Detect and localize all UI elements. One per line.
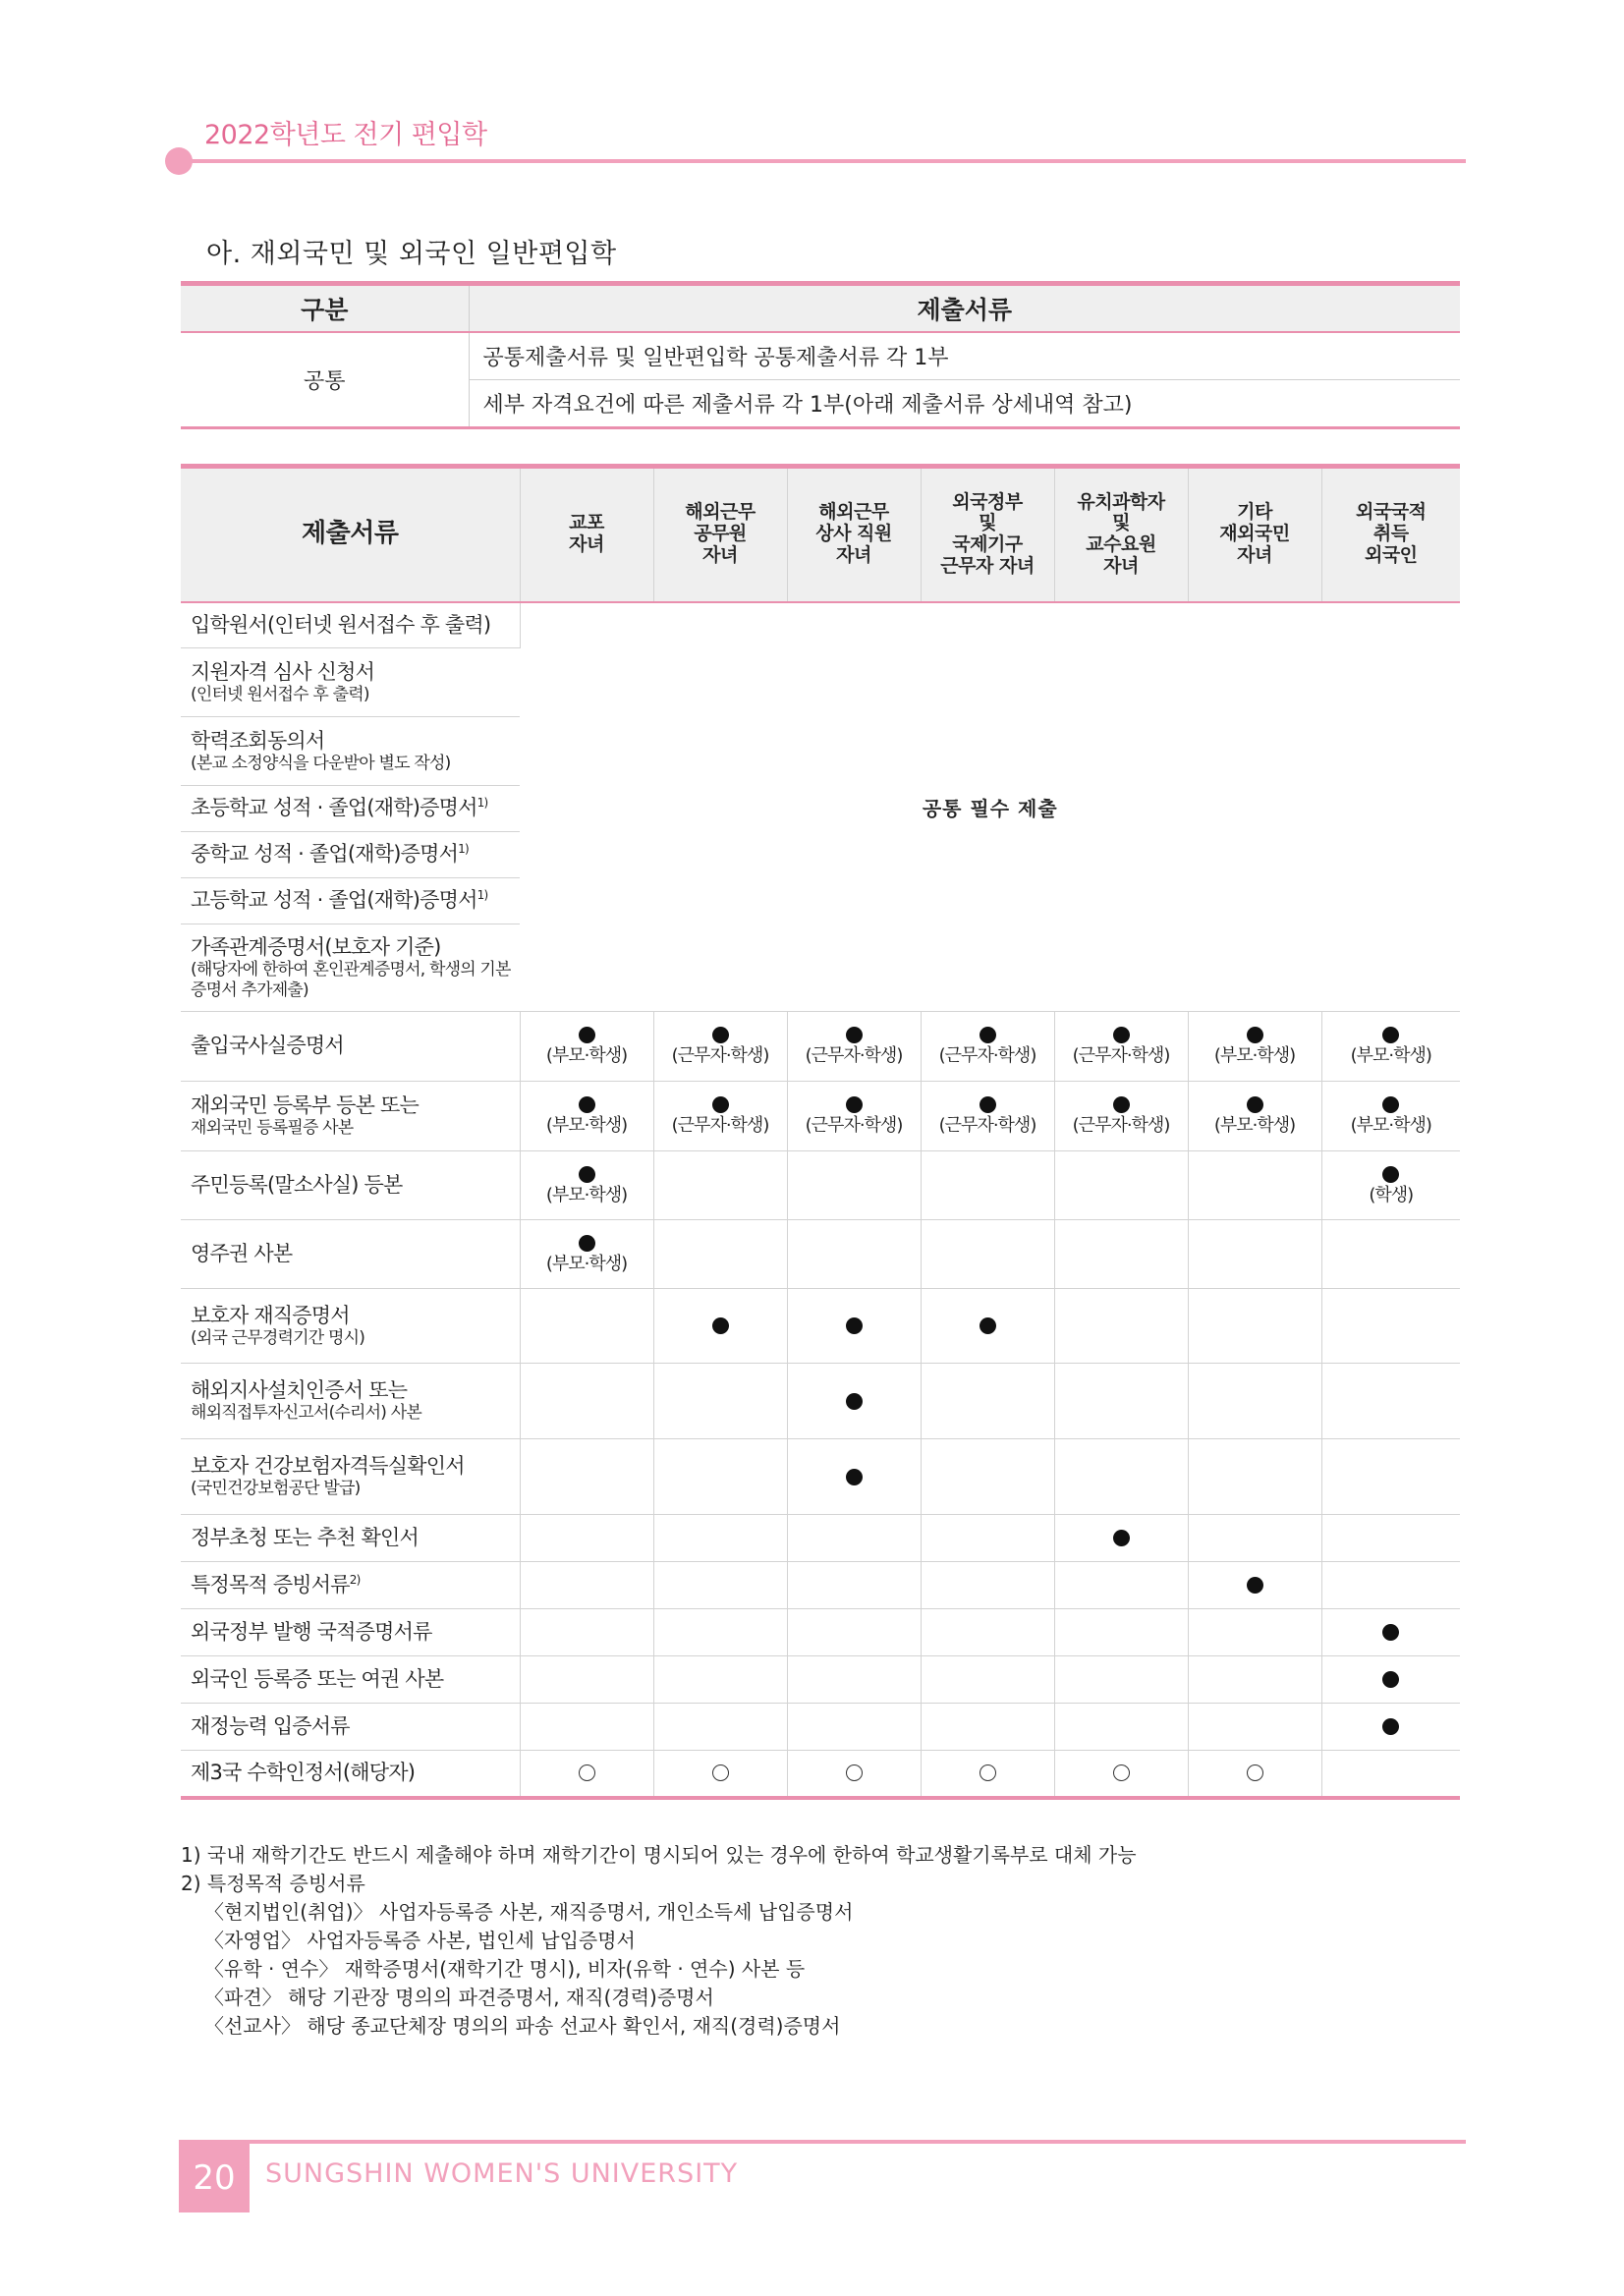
documents-table — [181, 464, 1460, 1800]
empty-circle-icon — [712, 1764, 729, 1781]
requirement-cell — [787, 1515, 921, 1562]
requirement-cell — [921, 1656, 1054, 1704]
filled-circle-icon — [846, 1317, 863, 1334]
requirement-subject: (부모·학생) — [545, 1184, 628, 1205]
requirement-cell — [921, 1364, 1054, 1439]
requirement-subject: (부모·학생) — [545, 1115, 628, 1137]
requirement-cell — [1188, 1439, 1321, 1515]
footnote-item: 〈선교사〉 해당 종교단체장 명의의 파송 선교사 확인서, 재직(경력)증명서 — [204, 2014, 841, 2038]
column-header-line: 교포 — [569, 512, 604, 534]
document-main-text: 입학원서(인터넷 원서접수 후 출력) — [191, 612, 491, 637]
requirement-cell — [1054, 1515, 1188, 1562]
requirement-cell — [1321, 1364, 1460, 1439]
column-header-line: 자녀 — [1237, 544, 1272, 567]
requirement-cell — [787, 1082, 921, 1151]
requirement-cell — [1054, 1012, 1188, 1082]
document-main-text: 보호자 건강보험자격득실확인서 — [191, 1454, 465, 1479]
requirement-subject: (부모·학생) — [1213, 1045, 1296, 1067]
column-header-line: 해외근무 — [685, 501, 756, 524]
requirement-cell — [1054, 1439, 1188, 1515]
table-row — [181, 1289, 1460, 1364]
table-row — [181, 1151, 1460, 1220]
requirement-cell — [653, 1515, 787, 1562]
requirement-cell — [1054, 1289, 1188, 1364]
document-main-text: 재정능력 입증서류 — [191, 1713, 350, 1738]
requirement-subject: (학생) — [1369, 1184, 1414, 1205]
column-header-line: 자녀 — [836, 544, 871, 567]
requirement-cell — [1054, 1151, 1188, 1220]
column-header — [1054, 467, 1188, 602]
document-name — [181, 1289, 520, 1364]
summary-col2-header: 제출서류 — [469, 284, 1460, 332]
requirement-cell — [1188, 1656, 1321, 1704]
document-main-text: 고등학교 성적 · 졸업(재학)증명서 — [191, 888, 477, 913]
documents-header: 제출서류 — [181, 467, 520, 602]
filled-circle-icon — [1247, 1577, 1263, 1594]
requirement-cell — [1321, 1220, 1460, 1289]
requirement-cell — [921, 1515, 1054, 1562]
document-name — [181, 1082, 520, 1151]
document-name — [181, 1220, 520, 1289]
requirement-subject: (근무자·학생) — [1072, 1045, 1170, 1067]
requirement-cell — [653, 1656, 787, 1704]
column-header-line: 취득 — [1372, 523, 1409, 545]
requirement-cell — [787, 1562, 921, 1609]
document-main-text: 학력조회동의서 — [191, 728, 325, 753]
requirement-cell — [1054, 1082, 1188, 1151]
table-row — [181, 1439, 1460, 1515]
table-row — [181, 1562, 1460, 1609]
requirement-cell — [1188, 1364, 1321, 1439]
column-header-line: 자녀 — [569, 533, 604, 556]
table-row — [181, 602, 1460, 648]
requirement-cell — [520, 1751, 653, 1798]
requirement-cell — [1321, 1609, 1460, 1656]
document-main-text: 가족관계증명서(보호자 기준) — [191, 935, 441, 960]
document-main-text: 중학교 성적 · 졸업(재학)증명서 — [191, 842, 459, 867]
requirement-cell — [520, 1220, 653, 1289]
requirement-cell — [1188, 1751, 1321, 1798]
requirement-cell — [1054, 1751, 1188, 1798]
requirement-cell — [653, 1289, 787, 1364]
document-main-text: 제3국 수학인정서(해당자) — [191, 1761, 416, 1785]
document-main-text: 해외지사설치인증서 또는 — [191, 1378, 408, 1403]
requirement-cell — [1321, 1656, 1460, 1704]
requirement-cell — [653, 1704, 787, 1751]
requirement-subject: (근무자·학생) — [671, 1115, 769, 1137]
empty-circle-icon — [980, 1764, 996, 1781]
footnote-ref: 1) — [458, 842, 469, 857]
summary-group-label: 공통 — [181, 332, 469, 428]
column-header-line: 재외국민 — [1219, 523, 1290, 545]
requirement-cell — [653, 1562, 787, 1609]
requirement-cell — [653, 1220, 787, 1289]
requirement-cell — [787, 1012, 921, 1082]
footnote-ref: 1) — [476, 796, 488, 811]
requirement-subject: (근무자·학생) — [805, 1045, 903, 1067]
document-main-text: 외국인 등록증 또는 여권 사본 — [191, 1666, 444, 1691]
column-header — [787, 467, 921, 602]
document-main-text: 특정목적 증빙서류 — [191, 1572, 350, 1596]
filled-circle-icon — [1382, 1671, 1399, 1688]
requirement-cell — [520, 1151, 653, 1220]
requirement-cell — [787, 1151, 921, 1220]
requirement-cell — [1188, 1515, 1321, 1562]
requirement-cell — [787, 1704, 921, 1751]
header-divider — [179, 159, 1466, 163]
document-name — [181, 1562, 520, 1609]
document-name — [181, 1751, 520, 1798]
filled-circle-icon — [579, 1166, 595, 1183]
summary-row: 세부 자격요건에 따른 제출서류 각 1부(아래 제출서류 상세내역 참고) — [482, 393, 1133, 418]
filled-circle-icon — [579, 1096, 595, 1113]
requirement-cell — [653, 1609, 787, 1656]
requirement-cell — [1321, 1012, 1460, 1082]
common-required-label: 공통 필수 제출 — [520, 602, 1460, 1012]
column-header-line: 기타 — [1237, 501, 1272, 524]
page-number: 20 — [179, 2144, 250, 2212]
footnote-item: 〈파견〉 해당 기관장 명의의 파견증명서, 재직(경력)증명서 — [204, 1986, 714, 2009]
requirement-cell — [520, 1704, 653, 1751]
filled-circle-icon — [579, 1235, 595, 1252]
column-header — [653, 467, 787, 602]
document-sub-text: (외국 근무경력기간 명시) — [191, 1327, 365, 1348]
requirement-cell — [1188, 1082, 1321, 1151]
footer-university: SUNGSHIN WOMEN'S UNIVERSITY — [265, 2158, 739, 2189]
requirement-cell — [1188, 1704, 1321, 1751]
footnotes — [181, 1841, 1137, 2041]
filled-circle-icon — [1113, 1027, 1130, 1043]
empty-circle-icon — [1113, 1764, 1130, 1781]
document-main-text: 보호자 재직증명서 — [191, 1303, 350, 1327]
requirement-cell — [787, 1609, 921, 1656]
requirement-cell — [787, 1439, 921, 1515]
requirement-cell — [1054, 1704, 1188, 1751]
document-main-text: 영주권 사본 — [191, 1241, 293, 1265]
column-header-line: 외국정부 — [952, 490, 1023, 513]
document-main-text: 외국정부 발행 국적증명서류 — [191, 1619, 432, 1644]
document-main-text: 재외국민 등록부 등본 또는 — [191, 1093, 419, 1118]
table-row — [181, 1082, 1460, 1151]
section-title: 아. 재외국민 및 외국인 일반편입학 — [206, 239, 617, 269]
document-name — [181, 878, 520, 924]
requirement-subject: (부모·학생) — [545, 1253, 628, 1274]
summary-table — [181, 281, 1460, 429]
requirement-subject: (부모·학생) — [1213, 1115, 1296, 1137]
document-name — [181, 1704, 520, 1751]
document-name — [181, 924, 520, 1012]
filled-circle-icon — [712, 1317, 729, 1334]
footnote-item: 〈자영업〉 사업자등록증 사본, 법인세 납입증명서 — [204, 1929, 636, 1952]
requirement-subject: (부모·학생) — [545, 1045, 628, 1067]
requirement-cell — [921, 1704, 1054, 1751]
requirement-cell — [1321, 1151, 1460, 1220]
requirement-cell — [921, 1751, 1054, 1798]
table-row — [181, 1515, 1460, 1562]
requirement-subject: (근무자·학생) — [671, 1045, 769, 1067]
requirement-cell — [921, 1289, 1054, 1364]
requirement-cell — [653, 1082, 787, 1151]
column-header-line: 유치과학자 — [1077, 490, 1165, 513]
requirement-cell — [1188, 1562, 1321, 1609]
requirement-cell — [653, 1439, 787, 1515]
requirement-cell — [1054, 1562, 1188, 1609]
filled-circle-icon — [1382, 1027, 1399, 1043]
requirement-subject: (근무자·학생) — [1072, 1115, 1170, 1137]
requirement-cell — [921, 1082, 1054, 1151]
column-header-line: 및 — [1112, 512, 1130, 534]
filled-circle-icon — [712, 1027, 729, 1043]
column-header-line: 상사 직원 — [815, 523, 892, 545]
filled-circle-icon — [846, 1096, 863, 1113]
requirement-cell — [520, 1012, 653, 1082]
requirement-cell — [1188, 1609, 1321, 1656]
document-sub-text: 해외직접투자신고서(수리서) 사본 — [191, 1403, 421, 1424]
table-row — [181, 1220, 1460, 1289]
column-header-line: 공무원 — [694, 523, 747, 545]
document-name — [181, 717, 520, 786]
table-row — [181, 1012, 1460, 1082]
requirement-subject: (부모·학생) — [1350, 1115, 1431, 1137]
requirement-cell — [520, 1609, 653, 1656]
table-row — [181, 1656, 1460, 1704]
empty-circle-icon — [846, 1764, 863, 1781]
footnote-item: 〈유학 · 연수〉 재학증명서(재학기간 명시), 비자(유학 · 연수) 사본 등 — [204, 1957, 806, 1981]
requirement-cell — [787, 1656, 921, 1704]
filled-circle-icon — [846, 1469, 863, 1485]
document-name — [181, 1012, 520, 1082]
document-name — [181, 648, 520, 717]
filled-circle-icon — [1247, 1027, 1263, 1043]
requirement-cell — [520, 1439, 653, 1515]
document-sub-text: (국민건강보험공단 발급) — [191, 1479, 361, 1499]
requirement-cell — [921, 1562, 1054, 1609]
requirement-cell — [653, 1151, 787, 1220]
requirement-cell — [1188, 1220, 1321, 1289]
requirement-cell — [520, 1364, 653, 1439]
requirement-cell — [1188, 1151, 1321, 1220]
column-header — [1188, 467, 1321, 602]
filled-circle-icon — [579, 1027, 595, 1043]
footnote-1: 1) 국내 재학기간도 반드시 제출해야 하며 재학기간이 명시되어 있는 경우에 한하여 학교생활기록부로 대체 가능 — [181, 1843, 1137, 1867]
footnote-ref: 1) — [476, 888, 488, 903]
column-header-line: 및 — [979, 512, 996, 534]
footnote-item: 〈현지법인(취업)〉 사업자등록증 사본, 재직증명서, 개인소득세 납입증명서 — [204, 1900, 854, 1924]
requirement-cell — [1321, 1751, 1460, 1798]
document-name — [181, 1515, 520, 1562]
column-header-line: 외국인 — [1364, 544, 1418, 567]
filled-circle-icon — [1382, 1096, 1399, 1113]
requirement-cell — [1321, 1562, 1460, 1609]
requirement-cell — [1321, 1082, 1460, 1151]
requirement-cell — [787, 1289, 921, 1364]
document-main-text: 출입국사실증명서 — [191, 1034, 344, 1058]
requirement-cell — [1054, 1220, 1188, 1289]
column-header-line: 해외근무 — [818, 501, 889, 524]
filled-circle-icon — [846, 1027, 863, 1043]
column-header-line: 외국국적 — [1356, 501, 1427, 524]
column-header — [921, 467, 1054, 602]
column-header-line: 자녀 — [702, 544, 738, 567]
document-main-text: 주민등록(말소사실) 등본 — [191, 1172, 403, 1197]
document-name — [181, 1656, 520, 1704]
requirement-subject: (근무자·학생) — [938, 1115, 1036, 1137]
footnote-ref: 2) — [349, 1572, 361, 1587]
filled-circle-icon — [1382, 1718, 1399, 1735]
requirement-cell — [1054, 1364, 1188, 1439]
requirement-cell — [1321, 1289, 1460, 1364]
requirement-cell — [1321, 1704, 1460, 1751]
requirement-cell — [921, 1220, 1054, 1289]
table-row — [181, 1364, 1460, 1439]
requirement-cell — [1054, 1609, 1188, 1656]
filled-circle-icon — [1113, 1096, 1130, 1113]
requirement-cell — [921, 1012, 1054, 1082]
requirement-subject: (근무자·학생) — [938, 1045, 1036, 1067]
filled-circle-icon — [1113, 1530, 1130, 1546]
table-row — [181, 1609, 1460, 1656]
document-name — [181, 1151, 520, 1220]
table-row — [181, 1751, 1460, 1798]
filled-circle-icon — [980, 1096, 996, 1113]
requirement-subject: (근무자·학생) — [805, 1115, 903, 1137]
footnote-2: 2) 특정목적 증빙서류 — [181, 1872, 365, 1895]
document-name — [181, 602, 520, 648]
document-sub-text: (해당자에 한하여 혼인관계증명서, 학생의 기본증명서 추가제출) — [191, 960, 511, 1000]
requirement-cell — [520, 1562, 653, 1609]
requirement-cell — [520, 1515, 653, 1562]
requirement-cell — [653, 1364, 787, 1439]
filled-circle-icon — [1382, 1624, 1399, 1641]
requirement-cell — [520, 1289, 653, 1364]
column-header — [520, 467, 653, 602]
column-header-line: 근무자 자녀 — [940, 555, 1035, 578]
summary-row: 공통제출서류 및 일반편입학 공통제출서류 각 1부 — [469, 332, 1460, 380]
document-name — [181, 832, 520, 878]
requirement-cell — [1321, 1439, 1460, 1515]
document-sub-text: (본교 소정양식을 다운받아 별도 작성) — [191, 753, 451, 773]
footer-divider — [179, 2140, 1466, 2144]
document-sub-text: (인터넷 원서접수 후 출력) — [191, 684, 369, 704]
empty-circle-icon — [579, 1764, 595, 1781]
requirement-cell — [1188, 1012, 1321, 1082]
requirement-cell — [921, 1439, 1054, 1515]
column-header-line: 교수요원 — [1086, 533, 1156, 556]
filled-circle-icon — [1382, 1166, 1399, 1183]
document-main-text: 지원자격 심사 신청서 — [191, 659, 375, 684]
document-name — [181, 1609, 520, 1656]
requirement-cell — [653, 1751, 787, 1798]
header-title: 2022학년도 전기 편입학 — [204, 120, 487, 150]
column-header-line: 국제기구 — [952, 533, 1023, 556]
requirement-cell — [1054, 1656, 1188, 1704]
requirement-cell — [921, 1151, 1054, 1220]
document-sub-text: 재외국민 등록필증 사본 — [191, 1118, 354, 1139]
filled-circle-icon — [980, 1027, 996, 1043]
requirement-cell — [520, 1656, 653, 1704]
table-row — [181, 1704, 1460, 1751]
filled-circle-icon — [980, 1317, 996, 1334]
summary-col1-header: 구분 — [181, 284, 469, 332]
requirement-cell — [1188, 1289, 1321, 1364]
filled-circle-icon — [1247, 1096, 1263, 1113]
requirement-subject: (부모·학생) — [1350, 1045, 1431, 1067]
requirement-cell — [787, 1220, 921, 1289]
requirement-cell — [1321, 1515, 1460, 1562]
column-header-line: 자녀 — [1103, 555, 1139, 578]
requirement-cell — [787, 1751, 921, 1798]
requirement-cell — [787, 1364, 921, 1439]
column-header — [1321, 467, 1460, 602]
document-name — [181, 1364, 520, 1439]
document-main-text: 초등학교 성적 · 졸업(재학)증명서 — [191, 796, 477, 820]
empty-circle-icon — [1247, 1764, 1263, 1781]
document-name — [181, 786, 520, 832]
filled-circle-icon — [712, 1096, 729, 1113]
requirement-cell — [921, 1609, 1054, 1656]
requirement-cell — [520, 1082, 653, 1151]
document-main-text: 정부초청 또는 추천 확인서 — [191, 1525, 419, 1549]
requirement-cell — [653, 1012, 787, 1082]
filled-circle-icon — [846, 1393, 863, 1410]
document-name — [181, 1439, 520, 1515]
